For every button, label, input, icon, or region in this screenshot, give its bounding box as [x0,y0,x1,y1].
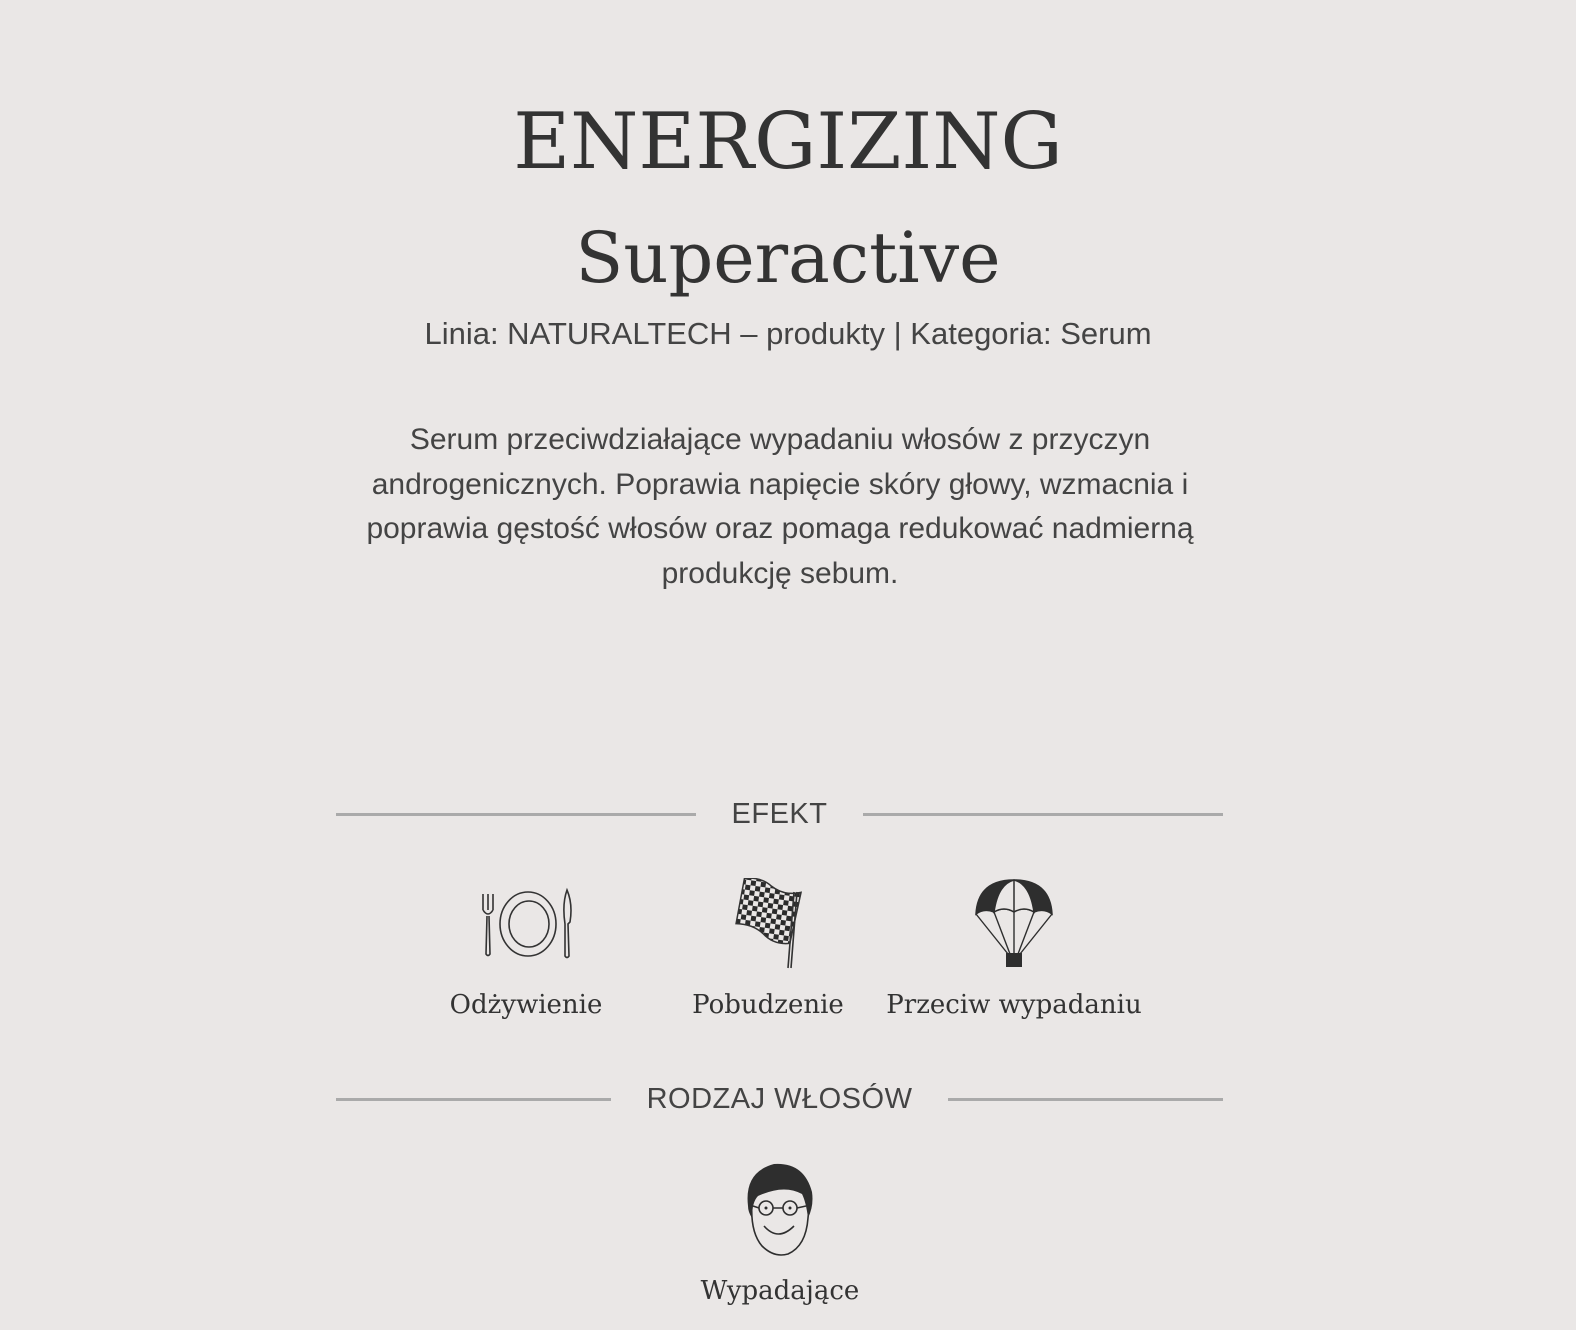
effect-label: Odżywienie [449,990,603,1020]
product-description: Serum przeciwdziałające wypadaniu włosów z przyczyn androgenicznych. Poprawia napięcie skóry głowy, wzmacnia i poprawia gęstość włosów oraz pomaga redukować nadmierną produkcję sebum. [366,423,1194,590]
divider-line [863,813,1223,816]
product-variant: Superactive [575,217,1001,299]
effect-item-stimulation [692,878,844,1020]
hair-type-heading: RODZAJ WŁOSÓW [646,1082,913,1115]
face-glasses-icon [744,1162,816,1258]
checkered-flag-icon [732,878,804,970]
parachute-icon [974,878,1054,970]
hair-type-label: Wypadające [700,1276,860,1306]
product-title: ENERGIZING [513,97,1063,187]
hair-type-item [700,1162,860,1306]
effect-label: Pobudzenie [692,990,844,1020]
effect-item-anti-hairloss [886,878,1142,1020]
effects-heading: EFEKT [731,797,828,830]
effect-label: Przeciw wypadaniu [886,990,1142,1020]
product-meta: Linia: NATURALTECH – produkty | Kategoria: Serum [424,316,1152,351]
divider-line [948,1098,1223,1101]
divider-line [336,813,696,816]
effects-section-header [336,792,1223,836]
plate-cutlery-icon [478,884,574,960]
effect-item-nutrition [449,884,603,1020]
divider-line [336,1098,611,1101]
hair-type-section-header [336,1077,1223,1121]
